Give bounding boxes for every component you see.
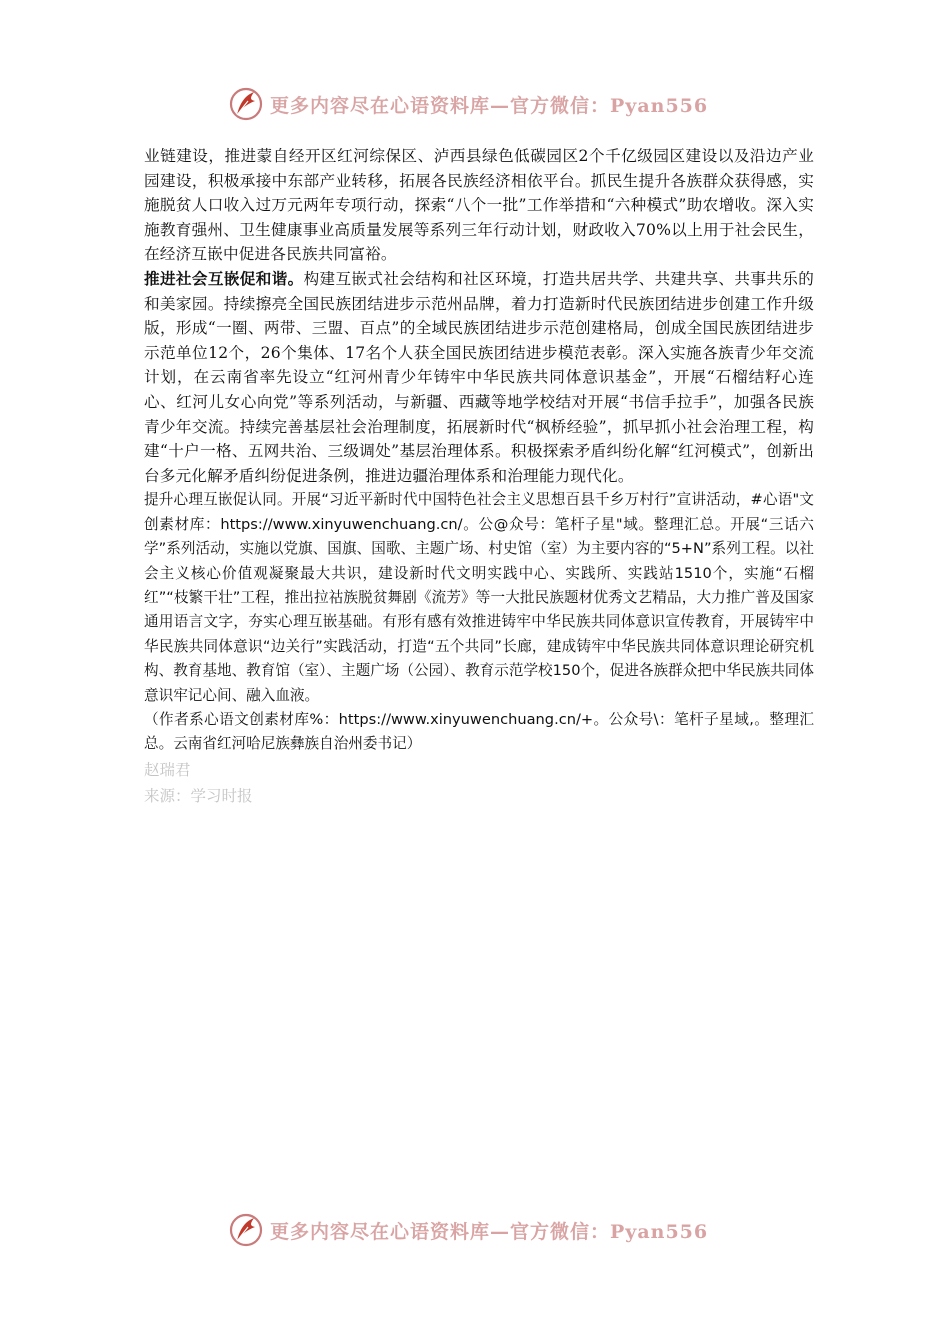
banner-text: 更多内容尽在心语资料库—官方微信：Pyan556	[270, 94, 709, 117]
paragraph-social-lead: 推进社会互嵌促和谐。	[144, 268, 304, 288]
author-note: （作者系心语文创素材库%：https://www.xinyuwenchuang.cn/+。公众号\：笔杆子星域,。整理汇总。云南省红河哈尼族彝族自治州委书记）	[144, 710, 814, 753]
feather-pen-logo-icon	[228, 86, 264, 122]
paragraph-social	[144, 267, 814, 488]
paragraph-psychological: 提升心理互嵌促认同。开展“习近平新时代中国特色社会主义思想百县千乡万村行”宣讲活动，#心语"文创素材库：https://www.xinyuwenchuang.cn/。公@众号：笔杆子星"域。整理汇总。开展“三话六学”系列活动，实施以党旗、国旗、国歌、主题广场、村史馆（室）为主要内容的“5+N”系列工程。以社会主义核心价值观凝聚最大共识，建设新时代文明实践中心、实践所、实践站1510个，实施“石榴红”“枝繁干壮”工程，推出拉祜族脱贫舞剧《流芳》等一大批民族题材优秀文艺精品，大力推广普及国家通用语言文字，夯实心理互嵌基础。有形有感有效推进铸牢中华民族共同体意识宣传教育，开展铸牢中华民族共同体意识“边关行”实践活动，打造“五个共同”长廊，建成铸牢中华民族共同体意识理论研究机构、教育基地、教育馆（室）、主题广场（公园）、教育示范学校150个，促进各族群众把中华民族共同体意识牢记心间、融入血液。	[144, 491, 814, 704]
footer-banner	[228, 1210, 748, 1250]
paragraph-social-body: 构建互嵌式社会结构和社区环境，打造共居共学、共建共享、共事共乐的和美家园。持续擦亮全国民族团结进步示范州品牌，着力打造新时代民族团结进步创建工作升级版，形成“一圈、两带、三盟、百点”的全域民族团结进步示范创建格局，创成全国民族团结进步示范单位12个，26个集体、17名个人获全国民族团结进步模范表彰。深入实施各族青少年交流计划，在云南省率先设立“红河州青少年铸牢中华民族共同体意识基金”，开展“石榴结籽心连心、红河儿女心向党”等系列活动，与新疆、西藏等地学校结对开展“书信手拉手”，加强各民族青少年交流。持续完善基层社会治理制度，拓展新时代“枫桥经验”，抓早抓小社会治理工程，构建“十户一格、五网共治、三级调处”基层治理体系。积极探索矛盾纠纷化解“红河模式”，创新出台多元化解矛盾纠纷促进条例，推进边疆治理体系和治理能力现代化。	[144, 269, 814, 485]
feather-pen-logo-icon	[228, 1212, 264, 1248]
source-line: 来源：学习时报	[144, 786, 253, 805]
paragraph-economic: 业链建设，推进蒙自经开区红河综保区、泸西县绿色低碳园区2个千亿级园区建设以及沿边产业园建设，积极承接中东部产业转移，拓展各民族经济相依平台。抓民生提升各族群众获得感，实施脱贫人口收入过万元两年专项行动，探索“八个一批”工作举措和“六种模式”助农增收。深入实施教育强州、卫生健康事业高质量发展等系列三年行动计划，财政收入70%以上用于社会民生，在经济互嵌中促进各民族共同富裕。	[144, 147, 814, 264]
author-name: 赵瑞君	[144, 760, 191, 779]
header-banner	[228, 84, 748, 124]
article-body	[144, 144, 814, 809]
banner-text: 更多内容尽在心语资料库—官方微信：Pyan556	[270, 1220, 709, 1243]
